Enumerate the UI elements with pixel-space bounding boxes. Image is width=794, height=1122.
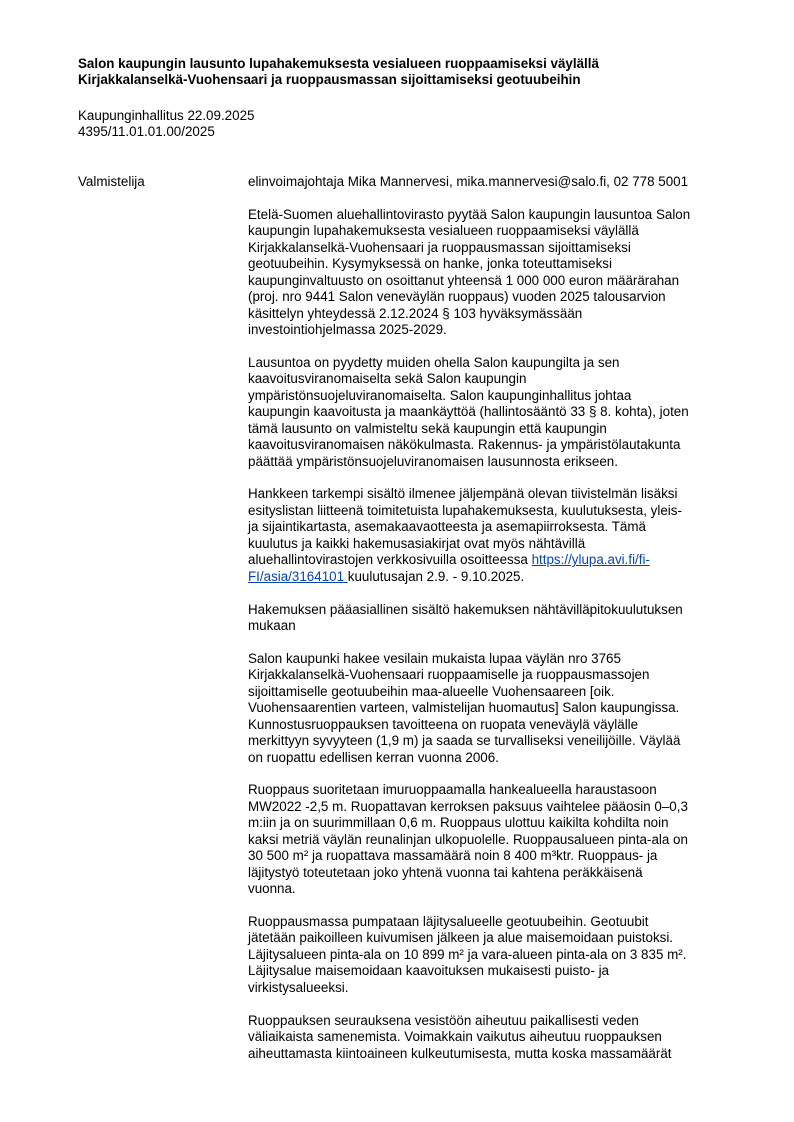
paragraph-line: Vuohensaarentien varteen, valmistelijan huomautus] Salon kaupungissa. <box>248 700 680 716</box>
document-title <box>78 56 758 88</box>
paragraph-7 <box>248 914 748 996</box>
paragraph-line <box>248 552 748 568</box>
paragraph-8 <box>248 1013 748 1062</box>
paragraph-line: Hankkeen tarkempi sisältö ilmenee jäljempänä olevan tiivistelmän lisäksi <box>248 486 678 502</box>
paragraph-line: Kirjakkalanselkä-Vuohensaari ja ruoppausmassan sijoittamiseksi <box>248 239 631 255</box>
paragraph-line: käsittelyn yhteydessä 2.12.2024 § 103 hyväksymässään <box>248 305 583 321</box>
hearing-period-text: kuulutusajan 2.9. - 9.10.2025. <box>347 568 525 584</box>
paragraph-6 <box>248 782 748 897</box>
paragraph-line: läjitystyö toteutetaan joko yhtenä vuonna tai kahtena peräkkäisenä <box>248 864 643 880</box>
paragraph-line: jätetään paikoilleen kuivumisen jälkeen ja alue maisemoidaan puistoksi. <box>248 930 674 946</box>
paragraph-line: Lausuntoa on pyydetty muiden ohella Salon kaupungilta ja sen <box>248 354 620 370</box>
title-line-2: Kirjakkalanselkä-Vuohensaari ja ruoppausmassan sijoittamiseksi geotuubeihin <box>78 72 581 87</box>
paragraph-line: sijoittamiselle geotuubeihin maa-alueelle Vuohensaareen [oik. <box>248 683 615 699</box>
paragraph-line <box>248 569 748 585</box>
paragraph-line: Kunnostusruoppauksen tavoitteena on ruopata veneväylä väylälle <box>248 716 639 732</box>
paragraph-line: vuonna. <box>248 881 296 897</box>
paragraph-line: virkistysalueeksi. <box>248 979 349 995</box>
paragraph-line: mukaan <box>248 617 296 633</box>
paragraph-2 <box>248 355 748 470</box>
paragraph-line: investointiohjelmassa 2025-2029. <box>248 322 447 338</box>
paragraph-line: m:iin ja on suurimmillaan 0,6 m. Ruoppaus ulottuu kaikilta kohdilta noin <box>248 815 669 831</box>
paragraph-line: esityslistan liitteenä toimitetuista lupahakemuksesta, kuulutuksesta, yleis- <box>248 502 682 518</box>
paragraph-line: kaupunginvaltuusto on osoittanut yhteensä 1 000 000 euron määrärahan <box>248 272 680 288</box>
paragraph-line: kaksi metriä väylän reunalinjan ulkopuolelle. Ruoppausalueen pinta-ala on <box>248 831 688 847</box>
paragraph-line: (proj. nro 9441 Salon veneväylän ruoppaus) vuoden 2025 talousarvion <box>248 289 666 305</box>
paragraph-line: Läjitysalue maisemoidaan kaavoituksen mukaisesti puisto- ja <box>248 963 609 979</box>
paragraph-line: Etelä-Suomen aluehallintovirasto pyytää Salon kaupungin lausuntoa Salon <box>248 206 691 222</box>
paragraph-line: aiheuttamasta kiintoaineen kulkeutumisesta, mutta koska massamäärät <box>248 1045 672 1061</box>
paragraph-5 <box>248 651 748 766</box>
preparer-line <box>248 174 748 190</box>
paragraph-line: MW2022 -2,5 m. Ruopattavan kerroksen paksuus vaihtelee pääosin 0–0,3 <box>248 798 688 814</box>
paragraph-line: merkittyyn syvyyteen (1,9 m) ja saada se turvalliseksi veneilijöille. Väylää <box>248 733 681 749</box>
paragraph-line: kaupungin lupahakemuksesta vesialueen ruoppaamiseksi väylällä <box>248 223 639 239</box>
paragraph-line: Hakemuksen pääasiallinen sisältö hakemuksen nähtävilläpitokuulutuksen <box>248 601 683 617</box>
avi-case-link-continued[interactable]: FI/asia/3164101 <box>248 568 348 584</box>
document-body <box>248 174 748 1078</box>
avi-case-link[interactable]: https://ylupa.avi.fi/fi- <box>531 552 650 568</box>
paragraph-1 <box>248 207 748 339</box>
paragraph-line: väliaikaista samenemista. Voimakkain vaikutus aiheutuu ruoppauksen <box>248 1029 662 1045</box>
paragraph-line: kaupungin kaavoitusta ja maankäyttöä (hallintosääntö 33 § 8. kohta), joten <box>248 404 689 420</box>
paragraph-line: ja sijaintikartasta, asemakaavaotteesta ja asemapiirroksesta. Tämä <box>248 519 646 535</box>
paragraph-line: kaavoitusviranomaiselta sekä Salon kaupungin <box>248 371 527 387</box>
title-line-1: Salon kaupungin lausunto lupahakemuksesta vesialueen ruoppaamiseksi väylällä <box>78 56 599 71</box>
link-prefix-text: aluehallintovirastojen verkkosivuilla osoitteessa <box>248 552 532 568</box>
preparer-value: elinvoimajohtaja Mika Mannervesi, mika.mannervesi@salo.fi, 02 778 5001 <box>248 174 689 189</box>
paragraph-line: Ruoppaus suoritetaan imuruoppaamalla hankealueella haraustasoon <box>248 782 657 798</box>
paragraph-line: kuulutus ja kaikki hakemusasiakirjat ovat myös nähtävillä <box>248 535 586 551</box>
paragraph-line: Ruoppausmassa pumpataan läjitysalueelle geotuubeihin. Geotuubit <box>248 913 649 929</box>
preparer-label: Valmistelija <box>78 174 145 189</box>
paragraph-line: 30 500 m² ja ruopattava massamäärä noin 8 400 m³ktr. Ruoppaus- ja <box>248 848 658 864</box>
paragraph-3 <box>248 486 748 585</box>
paragraph-line: geotuubeihin. Kysymyksessä on hanke, jonka toteuttamiseksi <box>248 256 612 272</box>
case-number: 4395/11.01.01.00/2025 <box>78 124 215 139</box>
paragraph-line: Läjitysalueen pinta-ala on 10 899 m² ja vara-alueen pinta-ala on 3 835 m². <box>248 946 687 962</box>
paragraph-line: päättää ympäristönsuojeluviranomaisen lausunnosta erikseen. <box>248 453 618 469</box>
meeting-meta <box>78 108 254 140</box>
paragraph-line: tämä lausunto on valmisteltu sekä kaupungin että kaupungin <box>248 420 607 436</box>
paragraph-line: kaavoitusviranomaisen näkökulmasta. Rakennus- ja ympäristölautakunta <box>248 437 681 453</box>
paragraph-line: Salon kaupunki hakee vesilain mukaista lupaa väylän nro 3765 <box>248 650 621 666</box>
paragraph-line: ympäristönsuojeluviranomaiselta. Salon kaupunginhallitus johtaa <box>248 387 632 403</box>
paragraph-line: Ruoppauksen seurauksena vesistöön aiheutuu paikallisesti veden <box>248 1012 639 1028</box>
paragraph-line: Kirjakkalanselkä-Vuohensaari ruoppaamiselle ja ruoppausmassojen <box>248 667 650 683</box>
paragraph-line: on ruopattu edellisen kerran vuonna 2006. <box>248 749 499 765</box>
meeting-body-date: Kaupunginhallitus 22.09.2025 <box>78 108 255 123</box>
paragraph-4 <box>248 602 748 635</box>
